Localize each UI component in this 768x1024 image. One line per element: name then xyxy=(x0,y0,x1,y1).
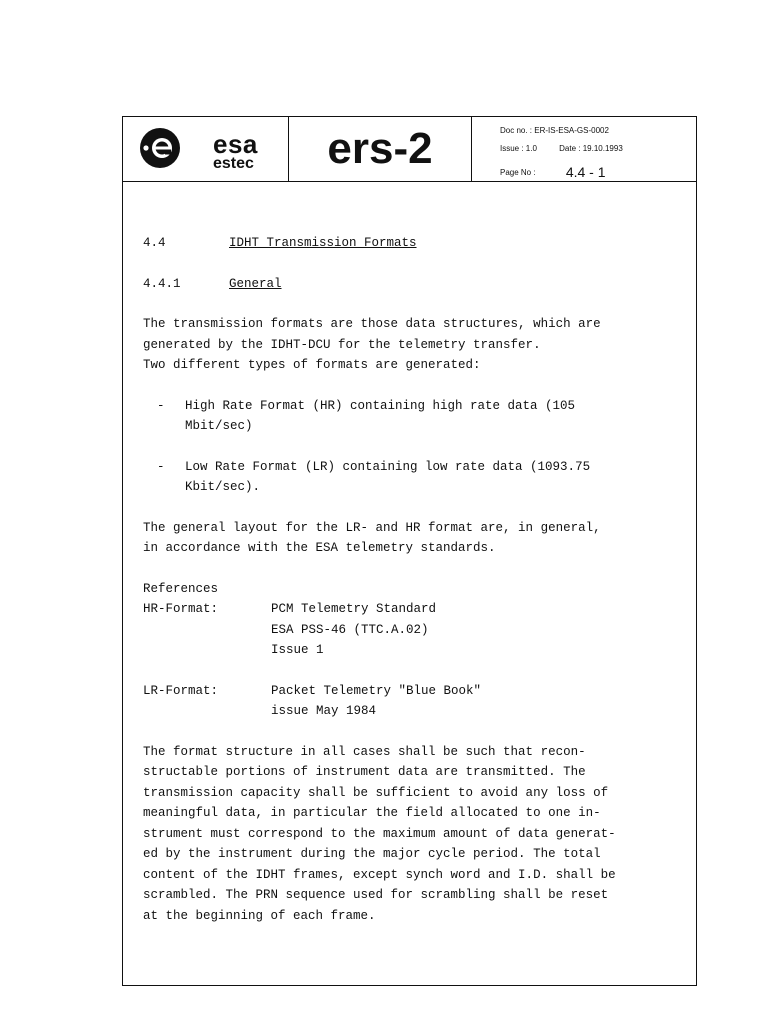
reference-value: issue May 1984 xyxy=(271,704,377,718)
section-number: 4.4 xyxy=(143,236,166,250)
doc-meta xyxy=(472,117,696,181)
org-subname: estec xyxy=(213,155,254,172)
reference-row xyxy=(143,681,683,702)
org-name: esa xyxy=(213,129,258,159)
issue-number: Issue : 1.0 xyxy=(500,144,537,153)
section-heading xyxy=(143,233,683,254)
bullet-item xyxy=(157,457,683,498)
subsection-number: 4.4.1 xyxy=(143,276,181,291)
mission-title: ers-2 xyxy=(327,124,433,173)
references-block xyxy=(143,579,683,661)
reference-row xyxy=(143,640,683,661)
closing-paragraph: The format structure in all cases shall be such that recon- structable portions of instrument data are transmitted. The transmission capacity shall be sufficient to avoid any loss of meaningful data, in particular the field allocated to one in- strument must correspond to the maximum amount of data generat- ed by the instrument during the major cycle period. The total content of the IDHT frames, except synch word and I.D. shall be scrambled. The PRN sequence used for scrambling shall be reset at the beginning of each frame. xyxy=(143,744,616,923)
document-page xyxy=(122,116,697,986)
reference-row xyxy=(143,701,683,722)
reference-value: ESA PSS-46 (TTC.A.02) xyxy=(271,622,429,637)
section-title: IDHT Transmission Formats xyxy=(229,236,417,250)
doc-number: Doc no. : ER-IS-ESA-GS-0002 xyxy=(500,126,609,135)
bullet-item xyxy=(157,396,683,437)
subsection-heading xyxy=(143,274,683,295)
page-number-line xyxy=(500,162,606,178)
logo-cell xyxy=(123,117,289,181)
intro-paragraph: The transmission formats are those data structures, which are generated by the IDHT-DCU for the telemetry transfer. Two different types of formats are generated: xyxy=(143,317,601,372)
page-value: 4.4 - 1 xyxy=(565,164,606,180)
issue-date: Date : 19.10.1993 xyxy=(559,144,623,153)
reference-value: Packet Telemetry "Blue Book" xyxy=(271,683,482,698)
subsection-title: General xyxy=(229,276,282,291)
bullet-dash: - xyxy=(157,398,165,413)
esa-logo-icon xyxy=(139,127,181,169)
bullet-text: High Rate Format (HR) containing high rate data (105 Mbit/sec) xyxy=(185,398,576,433)
reference-label: HR-Format: xyxy=(143,602,219,616)
document-header xyxy=(123,117,696,182)
mission-cell xyxy=(289,117,472,181)
reference-value: Issue 1 xyxy=(271,643,324,657)
document-body xyxy=(143,233,683,946)
reference-row xyxy=(143,599,683,620)
references-block-lr xyxy=(143,681,683,722)
reference-row xyxy=(143,620,683,641)
bullet-dash: - xyxy=(157,459,165,474)
references-heading: References xyxy=(143,581,219,596)
issue-date-line xyxy=(500,144,623,153)
layout-paragraph: The general layout for the LR- and HR format are, in general, in accordance with the ESA telemetry standards. xyxy=(143,520,601,555)
logo-text xyxy=(213,131,258,172)
page-label: Page No : xyxy=(500,168,536,177)
reference-value: PCM Telemetry Standard xyxy=(271,602,437,616)
bullet-text: Low Rate Format (LR) containing low rate data (1093.75 Kbit/sec). xyxy=(185,459,591,494)
reference-label: LR-Format: xyxy=(143,683,219,698)
